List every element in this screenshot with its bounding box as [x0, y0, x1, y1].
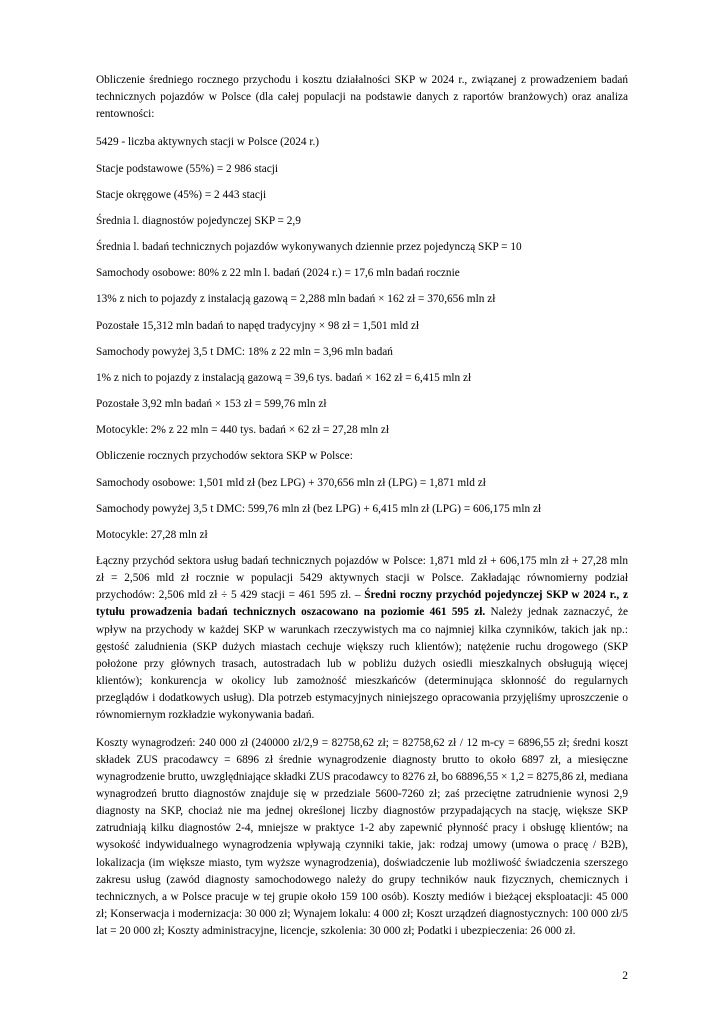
fact-line: Motocykle: 27,28 mln zł — [96, 528, 208, 541]
summary-part-two: Należy jednak zaznaczyć, że wpływ na przychody w każdej SKP w warunkach rzeczywistych ma co najmniej kilka czynników, takich jak np.: gęstość zaludnienia (SKP dużych miastach cechuje większy ruch klientów); natężenie ruchu drogowego (SKP położone przy głównych trasach, autostradach lub w pobliżu dużych osiedli mieszkalnych obsługują więcej klientów); konkurencja w okolicy lub zamożność mieszkańców (determinująca skłonność do regularnych przeglądów i dodatkowych usług). Dla potrzeb estymacyjnych niniejszego opracowania przyjęliśmy uproszczenie o równomiernym rozkładzie wykonywania badań. — [96, 606, 628, 722]
fact-line: Średnia l. diagnostów pojedynczej SKP = 2,9 — [96, 214, 301, 227]
fact-line: Stacje podstawowe (55%) = 2 986 stacji — [96, 162, 279, 175]
fact-line: Obliczenie rocznych przychodów sektora SKP w Polsce: — [96, 450, 353, 463]
document-body — [96, 72, 628, 940]
fact-line: Samochody powyżej 3,5 t DMC: 18% z 22 mln = 3,96 mln badań — [96, 345, 393, 358]
fact-line: Samochody osobowe: 80% z 22 mln l. badań (2024 r.) = 17,6 mln badań rocznie — [96, 267, 460, 280]
document-heading: Obliczenie średniego rocznego przychodu i kosztu działalności SKP w 2024 r., związanej z prowadzeniem badań technicznych pojazdów w Polsce (dla całej populacji na podstawie danych z raportów branżowych) oraz analiza rentowności: — [96, 74, 628, 121]
fact-line: Motocykle: 2% z 22 mln = 440 tys. badań × 62 zł = 27,28 mln zł — [96, 424, 390, 437]
summary-part-one: Łączny przychód sektora usług badań technicznych pojazdów w Polsce: 1,871 mld zł + 606,175 mln zł + 27,28 mln zł = 2,506 mld zł rocznie w populacji 5429 aktywnych stacji w Polsce. Zakładając równomierny podział przychodów: 2,506 mld zł ÷ 5 429 stacji = 461 595 zł. – — [96, 554, 628, 602]
fact-line: 13% z nich to pojazdy z instalacją gazową = 2,288 mln badań × 162 zł = 370,656 mln zł — [96, 293, 496, 306]
summary-highlight: Średni roczny przychód pojedynczej SKP w 2024 r., z tytułu prowadzenia badań technicznych oszacowano na poziomie 461 595 zł. — [96, 589, 628, 619]
summary-paragraph — [96, 553, 628, 725]
page-number: 2 — [622, 970, 628, 982]
fact-line: Średnia l. badań technicznych pojazdów wykonywanych dziennie przez pojedynczą SKP = 10 — [96, 241, 522, 254]
fact-line: Samochody powyżej 3,5 t DMC: 599,76 mln zł (bez LPG) + 6,415 mln zł (LPG) = 606,175 mln zł — [96, 502, 542, 515]
fact-line: Stacje okręgowe (45%) = 2 443 stacji — [96, 188, 267, 201]
fact-line: 1% z nich to pojazdy z instalacją gazową = 39,6 tys. badań × 162 zł = 6,415 mln zł — [96, 371, 472, 384]
fact-line: 5429 - liczba aktywnych stacji w Polsce (2024 r.) — [96, 136, 320, 149]
fact-line: Pozostałe 15,312 mln badań to napęd tradycyjny × 98 zł = 1,501 mld zł — [96, 319, 420, 332]
fact-line: Pozostałe 3,92 mln badań × 153 zł = 599,76 mln zł — [96, 398, 327, 411]
costs-paragraph: Koszty wynagrodzeń: 240 000 zł (240000 zł/2,9 = 82758,62 zł; = 82758,62 zł / 12 m-cy = 6896,55 zł; średni koszt składek ZUS pracodawcy = 6896 zł średnie wynagrodzenie diagnosty brutto to około 6897 zł, a miesięczne wynagrodzenie brutto, uwzględniające składki ZUS pracodawcy to 8276 zł, bo 68896,55 × 1,2 = 8275,86 zł, mediana wynagrodzeń brutto diagnostów znajduje się w przedziale 5600-7260 zł; zaś przeciętne zatrudnienie wynosi 2,9 diagnosty na SKP, chociaż nie ma jednej określonej liczby diagnostów przypadających na stację, większe SKP zatrudniają kilku diagnostów 2-4, mniejsze w praktyce 1-2 aby zapewnić płynność pracy i obsługę klientów; na wysokość indywidualnego wynagrodzenia wpływają czynniki takie, jak: rodzaj umowy (umowa o pracę / B2B), lokalizacja (im większe miasto, tym wyższe wynagrodzenia), doświadczenie lub możliwość świadczenia szerszego zakresu usług (zawód diagnosty samochodowego należy do grupy techników nauk fizycznych, chemicznych i technicznych, a w Polsce pracuje w tej grupie około 159 100 osób). Koszty mediów i bieżącej eksploatacji: 45 000 zł; Konserwacja i modernizacja: 30 000 zł; Wynajem lokalu: 4 000 zł; Koszt urządzeń diagnostycznych: 100 000 zł/5 lat = 20 000 zł; Koszty administracyjne, licencje, szkolenia: 30 000 zł; Podatki i ubezpieczenia: 26 000 zł. — [96, 736, 628, 938]
fact-line: Samochody osobowe: 1,501 mld zł (bez LPG) + 370,656 mln zł (LPG) = 1,871 mld zł — [96, 476, 486, 489]
